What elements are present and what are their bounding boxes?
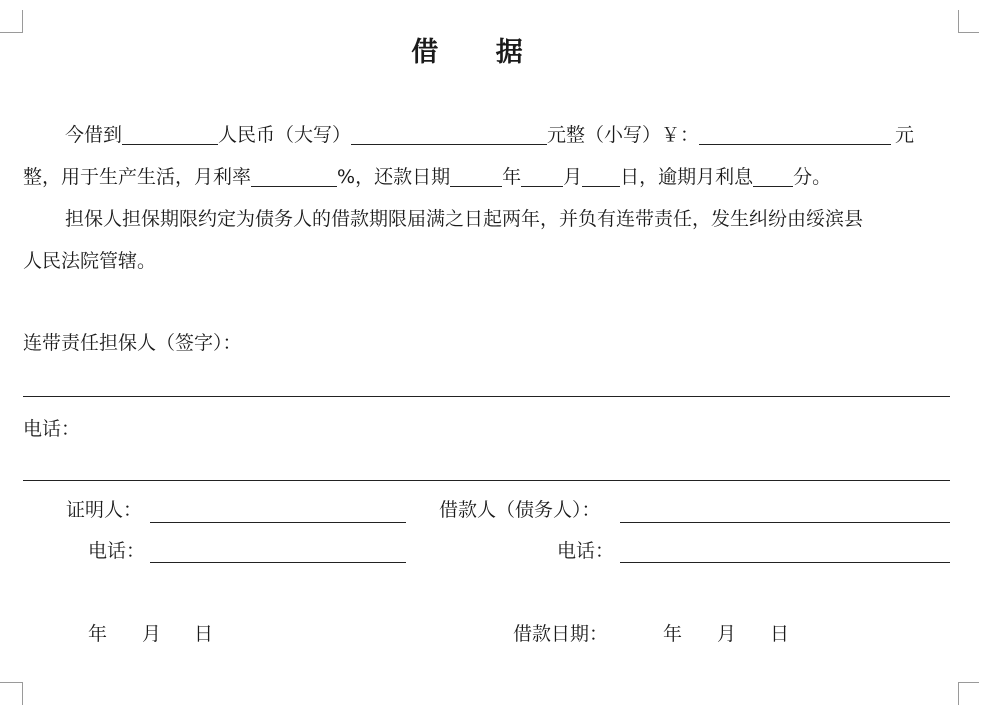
guarantor-phone-label: 电话： xyxy=(23,418,81,440)
text-fen: 分。 xyxy=(793,166,832,188)
blank-lender[interactable] xyxy=(122,124,218,145)
borrower-label: 借款人（债务人）： xyxy=(439,499,601,521)
date-left-month: 月 xyxy=(142,623,162,645)
blank-amount-numeric[interactable] xyxy=(699,124,891,145)
blank-repay-month[interactable] xyxy=(521,166,563,187)
text-overdue-interest: 日，逾期月利息 xyxy=(620,166,754,188)
guarantor-signature-line[interactable] xyxy=(23,396,950,397)
guarantor-signature-label: 连带责任担保人（签字）： xyxy=(23,332,242,354)
guarantee-text-1: 担保人担保期限约定为债务人的借款期限届满之日起两年，并负有连带责任，发生纠纷由绥滨县 xyxy=(65,208,864,230)
guarantor-phone-line[interactable] xyxy=(23,480,950,481)
blank-repay-year[interactable] xyxy=(450,166,502,187)
loan-date-label: 借款日期： xyxy=(513,623,609,645)
text-purpose-rate: 整，用于生产生活，月利率 xyxy=(23,166,252,188)
text-borrowed: 今借到 xyxy=(65,124,123,146)
witness-label: 证明人： xyxy=(66,499,143,521)
corner-mark-top-right xyxy=(958,10,979,33)
corner-mark-bottom-right xyxy=(958,682,979,705)
witness-phone-line[interactable] xyxy=(150,562,406,563)
page-title: 借 据 xyxy=(411,37,547,68)
text-yuan: 元 xyxy=(895,124,915,146)
date-right-month: 月 xyxy=(717,623,737,645)
witness-phone-label: 电话： xyxy=(88,540,146,562)
guarantee-paragraph-line-1 xyxy=(23,206,949,232)
date-left-day: 日 xyxy=(194,623,214,645)
corner-mark-bottom-left xyxy=(0,682,23,705)
blank-monthly-rate[interactable] xyxy=(251,166,337,187)
blank-repay-day[interactable] xyxy=(582,166,620,187)
text-amount-numeric: 元整（小写）￥： xyxy=(547,124,700,146)
date-right-day: 日 xyxy=(770,623,790,645)
borrower-signature-line[interactable] xyxy=(620,522,950,523)
guarantee-paragraph-line-2 xyxy=(23,248,949,274)
witness-signature-line[interactable] xyxy=(150,522,406,523)
text-month: 月 xyxy=(563,166,583,188)
borrower-phone-line[interactable] xyxy=(620,562,950,563)
text-repay-date: %，还款日期 xyxy=(337,166,451,188)
borrower-phone-label: 电话： xyxy=(557,540,615,562)
text-rmb-capital: 人民币（大写） xyxy=(218,124,352,146)
loan-paragraph-line-1 xyxy=(23,122,949,148)
text-year: 年 xyxy=(502,166,522,188)
blank-overdue-interest[interactable] xyxy=(753,166,793,187)
guarantee-text-2: 人民法院管辖。 xyxy=(23,250,157,272)
loan-paragraph-line-2 xyxy=(23,164,949,190)
date-left-year: 年 xyxy=(88,623,108,645)
date-right-year: 年 xyxy=(663,623,683,645)
blank-amount-capital[interactable] xyxy=(351,124,547,145)
